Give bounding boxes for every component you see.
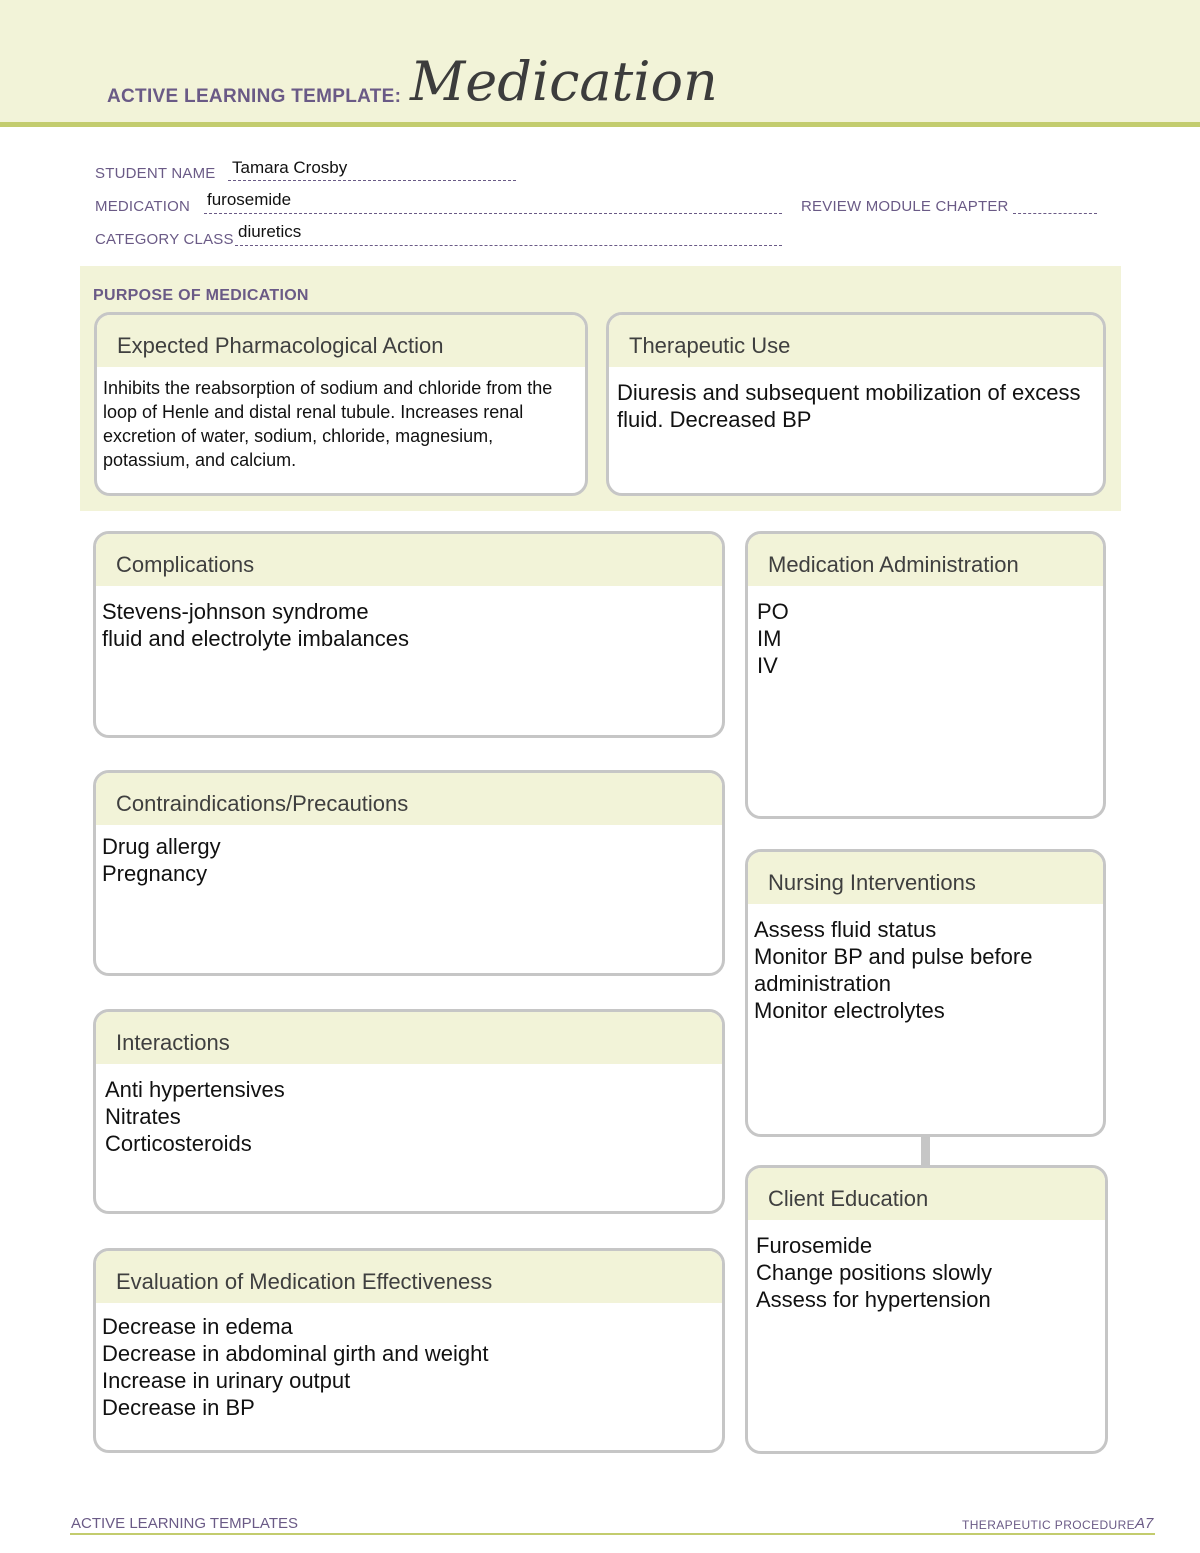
administration-text[interactable]: PO IM IV	[757, 599, 789, 678]
connector-line	[921, 1135, 930, 1166]
education-card	[745, 1165, 1108, 1454]
student-name-label: STUDENT NAME	[95, 165, 216, 182]
education-text[interactable]: Furosemide Change positions slowly Assess for hypertension	[756, 1233, 993, 1312]
contraindications-text[interactable]: Drug allergy Pregnancy	[102, 834, 221, 886]
contraindications-card	[93, 770, 725, 976]
footer-right-label: THERAPEUTIC PROCEDURE	[962, 1518, 1136, 1532]
expected-action-title: Expected Pharmacological Action	[97, 315, 585, 367]
interactions-text[interactable]: Anti hypertensives Nitrates Corticosteroids	[105, 1077, 285, 1156]
student-name-field[interactable]: Tamara Crosby	[232, 158, 348, 177]
therapeutic-use-text[interactable]: Diuresis and subsequent mobilization of excess fluid. Decreased BP	[617, 380, 1081, 432]
page-title: Medication	[410, 50, 718, 113]
complications-title: Complications	[96, 534, 722, 586]
student-name-line	[228, 180, 516, 181]
therapeutic-use-title: Therapeutic Use	[609, 315, 1103, 367]
interactions-card	[93, 1009, 725, 1214]
category-class-label: CATEGORY CLASS	[95, 231, 234, 248]
interactions-title: Interactions	[96, 1012, 722, 1064]
complications-card	[93, 531, 725, 738]
evaluation-text[interactable]: Decrease in edema Decrease in abdominal girth and weight Increase in urinary output Decrease in BP	[102, 1314, 489, 1420]
review-module-field[interactable]	[1013, 213, 1097, 214]
footer-left-label: ACTIVE LEARNING TEMPLATES	[71, 1515, 298, 1532]
review-module-label: REVIEW MODULE CHAPTER	[801, 198, 1009, 215]
evaluation-title: Evaluation of Medication Effectiveness	[96, 1251, 722, 1303]
page-number: A7	[1135, 1515, 1154, 1532]
header-rule	[0, 122, 1200, 127]
complications-text[interactable]: Stevens-johnson syndrome fluid and electrolyte imbalances	[102, 599, 409, 651]
contraindications-title: Contraindications/Precautions	[96, 773, 722, 825]
medication-label: MEDICATION	[95, 198, 191, 215]
category-class-line	[235, 245, 782, 246]
category-class-field[interactable]: diuretics	[238, 222, 302, 241]
footer-rule	[70, 1533, 1155, 1535]
administration-card	[745, 531, 1106, 819]
administration-title: Medication Administration	[748, 534, 1103, 586]
medication-line	[204, 213, 782, 214]
education-title: Client Education	[748, 1168, 1105, 1220]
nursing-title: Nursing Interventions	[748, 852, 1103, 904]
evaluation-card	[93, 1248, 725, 1453]
expected-action-card	[94, 312, 588, 496]
purpose-label: PURPOSE OF MEDICATION	[93, 287, 309, 304]
expected-action-text[interactable]: Inhibits the reabsorption of sodium and chloride from the loop of Henle and distal renal tubule. Increases renal excretion of water, sodium, chloride, magnesium, potassium, and calcium.	[103, 378, 553, 470]
nursing-text[interactable]: Assess fluid status Monitor BP and pulse before administration Monitor electrolytes	[754, 917, 1033, 1023]
therapeutic-use-card	[606, 312, 1106, 496]
medication-field[interactable]: furosemide	[207, 190, 292, 209]
template-label: ACTIVE LEARNING TEMPLATE:	[107, 86, 402, 107]
nursing-card	[745, 849, 1106, 1137]
